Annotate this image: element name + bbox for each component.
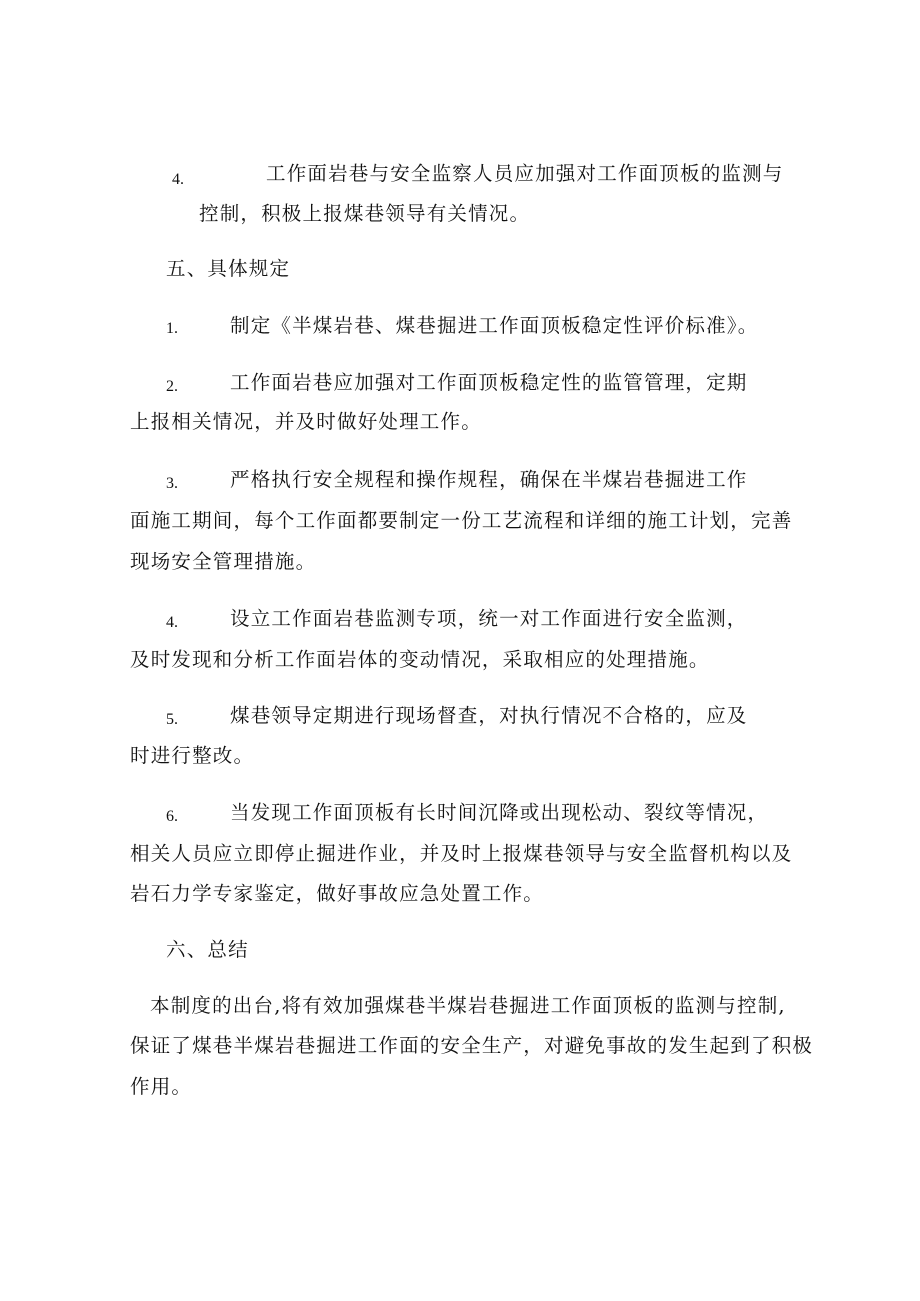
section-heading: 六、总结 xyxy=(166,938,249,961)
section-heading: 五、具体规定 xyxy=(166,257,291,280)
paragraph-line: 设立工作面岩巷监测专项，统一对工作面进行安全监测， xyxy=(230,607,748,630)
list-number: 4. xyxy=(172,171,184,188)
paragraph-line: 现场安全管理措施。 xyxy=(130,550,317,573)
paragraph-line: 时进行整改。 xyxy=(130,744,255,767)
paragraph-line: 保证了煤巷半煤岩巷掘进工作面的安全生产，对避免事故的发生起到了积极 xyxy=(130,1034,814,1057)
paragraph-line: 当发现工作面顶板有长时间沉降或出现松动、裂纹等情况， xyxy=(230,801,769,824)
paragraph-line: 工作面岩巷与安全监察人员应加强对工作面顶板的监测与 xyxy=(266,162,784,185)
list-number: 2. xyxy=(166,378,178,395)
paragraph-line: 本制度的出台,将有效加强煤巷半煤岩巷掘进工作面顶板的监测与控制, xyxy=(150,994,786,1017)
paragraph-line: 制定《半煤岩巷、煤巷掘进工作面顶板稳定性评价标准》。 xyxy=(230,314,759,337)
paragraph-line: 工作面岩巷应加强对工作面顶板稳定性的监管管理，定期 xyxy=(230,371,748,394)
paragraph-line: 上报相关情况，并及时做好处理工作。 xyxy=(130,410,482,433)
paragraph-line: 面施工期间，每个工作面都要制定一份工艺流程和详细的施工计划，完善 xyxy=(130,509,793,532)
list-number: 1. xyxy=(166,320,178,337)
list-number: 3. xyxy=(166,475,178,492)
paragraph-line: 及时发现和分析工作面岩体的变动情况，采取相应的处理措施。 xyxy=(130,648,710,671)
paragraph-line: 煤巷领导定期进行现场督查，对执行情况不合格的，应及 xyxy=(230,704,748,727)
paragraph-line: 相关人员应立即停止掘进作业，并及时上报煤巷领导与安全监督机构以及 xyxy=(130,842,793,865)
list-number: 5. xyxy=(166,711,178,728)
list-number: 4. xyxy=(166,614,178,631)
paragraph-line: 作用。 xyxy=(130,1075,193,1098)
paragraph-line: 控制，积极上报煤巷领导有关情况。 xyxy=(199,202,531,225)
list-number: 6. xyxy=(166,808,178,825)
paragraph-line: 岩石力学专家鉴定，做好事故应急处置工作。 xyxy=(130,882,545,905)
paragraph-line: 严格执行安全规程和操作规程，确保在半煤岩巷掘进工作 xyxy=(230,468,748,491)
